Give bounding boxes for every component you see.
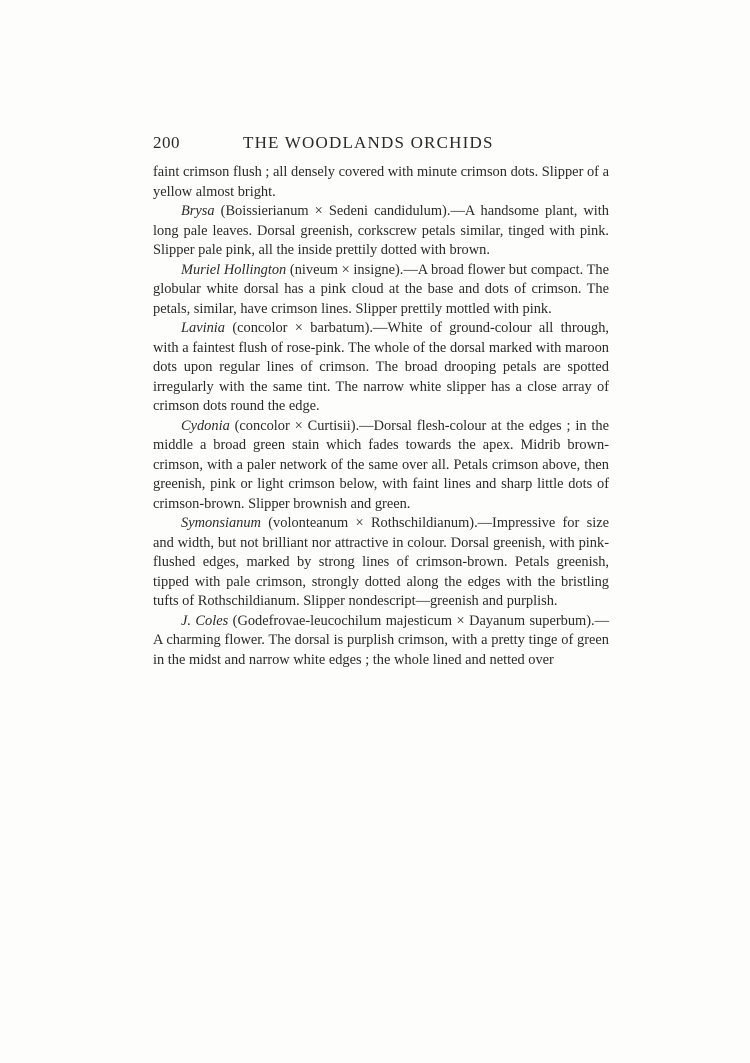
cultivar-name: Brysa	[181, 203, 215, 219]
entry-cydonia	[153, 417, 609, 515]
cultivar-name: J. Coles	[181, 612, 229, 629]
entry-lavinia	[153, 319, 609, 417]
entry-description: (niveum × insigne).—A broad flower but compact. The globular white dorsal has a pink cloud at the base and dots of crimson. The petals, similar, have crimson lines. Slipper prettily mottled with pink.	[153, 261, 609, 317]
continuation-paragraph: faint crimson flush ; all densely covered with minute crimson dots. Slipper of a yellow almost bright.	[153, 164, 609, 200]
cultivar-name: Symonsianum	[181, 515, 261, 531]
entry-description: (concolor × barbatum).—White of ground-colour all through, with a faintest flush of rose-pink. The whole of the dorsal marked with maroon dots upon regular lines of crimson. The broad drooping petals are spotted irregularly with the same tint. The narrow white slipper has a close array of crimson dots round the edge.	[153, 320, 609, 414]
body-text	[153, 163, 609, 670]
page-number: 200	[153, 133, 180, 152]
cultivar-name: Cydonia	[181, 417, 230, 434]
entry-j-coles	[153, 612, 609, 671]
entry-description: (Godefrovae-leucochilum majesticum × Dayanum superbum).—A charming flower. The dorsal is purplish crimson, with a pretty tinge of green in the midst and narrow white edges ; the whole lined and netted over	[153, 612, 609, 668]
entry-description: (volonteanum × Rothschildianum).—Impressive for size and width, but not brilliant nor attractive in colour. Dorsal greenish, with pink-flushed edges, marked by strong lines of crimson-brown. Petals greenish, tipped with pale crimson, strongly dotted along the edges with the bristling tufts of Rothschildianum. Slipper nondescript—greenish and purplish.	[153, 515, 609, 609]
entry-description: (Boissierianum × Sedeni candidulum).—A handsome plant, with long pale leaves. Dorsal greenish, corkscrew petals similar, tinged with pink. Slipper pale pink, all the inside prettily dotted with brown.	[153, 203, 609, 258]
book-title: THE WOODLANDS ORCHIDS	[243, 133, 494, 152]
entry-brysa	[153, 202, 609, 261]
entry-description: (concolor × Curtisii).—Dorsal flesh-colour at the edges ; in the middle a broad green stain which fades towards the apex. Midrib brown-crimson, with a paler network of the same over all. Petals crimson above, then greenish, pink or light crimson below, with faint lines and sharp little dots of crimson-brown. Slipper brownish and green.	[153, 417, 609, 512]
entry-symonsianum	[153, 514, 609, 612]
cultivar-name: Lavinia	[181, 320, 225, 336]
cultivar-name: Muriel Hollington	[181, 261, 287, 278]
entry-muriel-hollington	[153, 261, 609, 320]
